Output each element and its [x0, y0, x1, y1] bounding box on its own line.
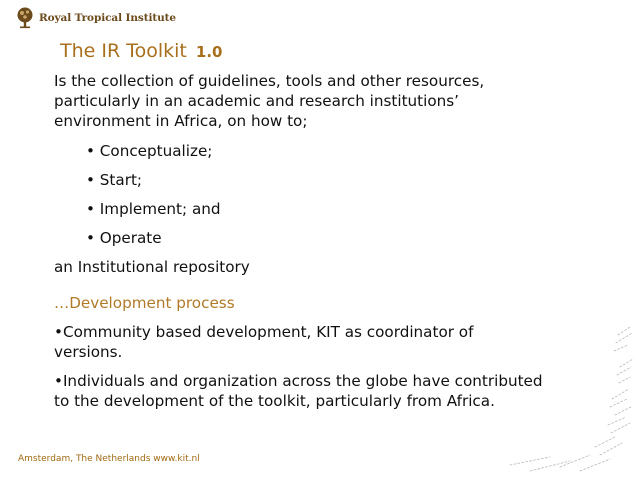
intro-paragraph: Is the collection of guidelines, tools and other resources, particularly in an academic and research institutions’ environment in Africa, on how to; [54, 72, 485, 130]
logo [16, 7, 176, 29]
bullet-item [86, 229, 162, 247]
point-paragraph: •Individuals and organization across the globe have contributed to the development of the toolkit, particularly from Africa. [54, 372, 543, 410]
bullet-marker: • [86, 200, 95, 218]
bullet-item [86, 142, 212, 160]
bullet-marker: • [86, 142, 95, 160]
title-version: 1.0 [195, 43, 223, 61]
development-heading: …Development process [54, 294, 235, 312]
bullet-text: Start; [99, 171, 143, 189]
bullet-text: Operate [99, 229, 162, 247]
ir-line: an Institutional repository [54, 258, 250, 276]
bullet-marker: • [86, 229, 95, 247]
bullet-item [86, 171, 142, 189]
slide-title [60, 40, 222, 62]
bullet-item [86, 200, 221, 218]
logo-text: Royal Tropical Institute [39, 12, 176, 24]
bullet-text: Conceptualize; [99, 142, 213, 160]
decorative-sketch [490, 315, 635, 475]
bullet-marker: • [86, 171, 95, 189]
tree-icon [16, 7, 34, 29]
footer-text: Amsterdam, The Netherlands www.kit.nl [18, 454, 200, 464]
bullet-text: Implement; and [99, 200, 221, 218]
point-paragraph: •Community based development, KIT as coordinator of versions. [54, 323, 474, 361]
title-text: The IR Toolkit [60, 40, 187, 62]
